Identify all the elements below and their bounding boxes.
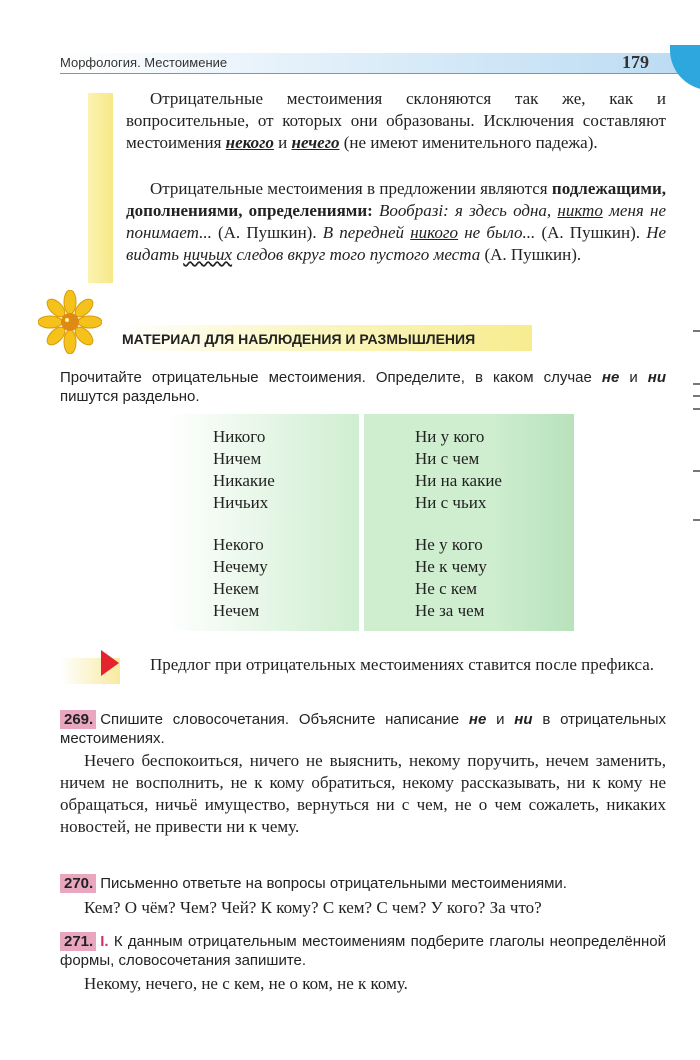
text: пишутся раздельно.	[60, 388, 200, 405]
table-cell: Не с кем	[415, 579, 478, 598]
particle-ne: не	[601, 369, 620, 386]
text: Письменно ответьте на вопросы отрицательными местоимениями.	[100, 875, 567, 892]
quote: следов вкруг того пустого места	[232, 245, 481, 264]
quote: Вообразі: я здесь одна,	[372, 201, 558, 220]
quote: меня не понимает...	[126, 201, 666, 242]
pronoun-table-right	[364, 414, 574, 631]
arrow-icon	[101, 650, 119, 676]
quote: Не видать	[126, 223, 667, 264]
particle-ni: ни	[514, 711, 533, 728]
table-cell: Не к чему	[415, 557, 487, 576]
table-cell: Ни с чем	[415, 449, 480, 468]
text: и	[273, 133, 292, 152]
table-cell: Ни у кого	[415, 427, 485, 446]
margin-mark	[693, 470, 700, 472]
exercise-269-task	[60, 710, 666, 748]
source: (А. Пушкин).	[480, 245, 582, 264]
quote-underlined: никого	[410, 223, 459, 242]
page-number: 179	[622, 52, 649, 72]
level-marker: I.	[100, 933, 109, 950]
pronoun-table-left	[167, 414, 359, 631]
margin-mark	[693, 395, 700, 397]
header-rule	[60, 73, 680, 74]
flower-icon	[38, 290, 102, 354]
text: Отрицательные местоимения в предложении являются	[150, 179, 552, 198]
rule-text: Предлог при отрицательных местоимениях ставится после префикса.	[150, 655, 655, 674]
particle-ni: ни	[647, 369, 667, 386]
quote: не было...	[458, 223, 536, 242]
margin-mark	[693, 408, 700, 410]
section-title: Морфология. Местоимение	[60, 55, 228, 70]
bold-terms: подлежащими, дополнениями, определениями:	[126, 179, 666, 220]
text: Спишите словосочетания. Объясните написание	[100, 711, 469, 728]
exercise-number: 269.	[60, 710, 96, 729]
table-cell: Некем	[213, 579, 259, 598]
emphasis-word: нечего	[291, 133, 340, 152]
table-cell: Ни на какие	[415, 471, 502, 490]
text: К данным отрицательным местоимениям подберите глаголы неопределённой формы, словосочетания запишите.	[60, 933, 666, 969]
table-cell: Никого	[213, 427, 266, 446]
exercise-number: 270.	[60, 874, 96, 893]
exercise-271-task	[60, 932, 666, 970]
text: Прочитайте отрицательные местоимения. Определите, в каком случае	[60, 369, 602, 386]
table-cell: Ничьих	[213, 493, 269, 512]
margin-mark	[693, 519, 700, 521]
corner-tab	[670, 45, 700, 90]
exercise-271-text: Некому, нечего, не с кем, не о ком, не к кому.	[84, 974, 408, 993]
source: (А. Пушкин).	[535, 223, 647, 242]
table-cell: Не у кого	[415, 535, 483, 554]
exercise-number: 271.	[60, 932, 96, 951]
text: и	[486, 711, 515, 728]
material-task	[60, 368, 666, 406]
exercise-270-task	[60, 874, 666, 893]
material-heading: МАТЕРИАЛ ДЛЯ НАБЛЮДЕНИЯ И РАЗМЫШЛЕНИЯ	[122, 331, 476, 347]
table-cell: Нечему	[213, 557, 268, 576]
particle-ne: не	[468, 711, 487, 728]
text: Отрицательные местоимения склоняются так же, как и вопросительные, от которых они образованы. Исключения составляют местоимения	[126, 89, 666, 152]
source: (А. Пушкин).	[211, 223, 323, 242]
text: в отрицательных местоимениях.	[60, 711, 666, 747]
theory-marker-bar	[88, 93, 113, 283]
table-cell: Никакие	[213, 471, 275, 490]
table-cell: Некого	[213, 535, 264, 554]
margin-mark	[693, 383, 700, 385]
text: и	[619, 369, 648, 386]
text: (не имеют именительного падежа).	[339, 133, 598, 152]
exercise-269-text: Нечего беспокоиться, ничего не выяснить, некому поручить, нечем заменить, ничем не восполнить, не к кому обратиться, некому рассказывать, ни к кому не обращаться, ничьё имущество, вернуться ни с чем, не о чем сожалеть, никаких новостей, не привести ни к чему.	[60, 751, 666, 836]
exercise-270-text: Кем? О чём? Чем? Чей? К кому? С кем? С чем? У кого? За что?	[84, 898, 542, 917]
table-cell: Ни с чьих	[415, 493, 487, 512]
quote-wavy: ничьих	[183, 245, 233, 264]
theory-paragraph-1	[126, 88, 666, 154]
table-cell: Ничем	[213, 449, 262, 468]
table-cell: Нечем	[213, 601, 260, 620]
quote: В передней	[322, 223, 411, 242]
margin-mark	[693, 330, 700, 332]
quote-underlined: никто	[557, 201, 603, 220]
emphasis-word: некого	[225, 133, 274, 152]
theory-paragraph-2	[126, 178, 666, 266]
table-cell: Не за чем	[415, 601, 485, 620]
